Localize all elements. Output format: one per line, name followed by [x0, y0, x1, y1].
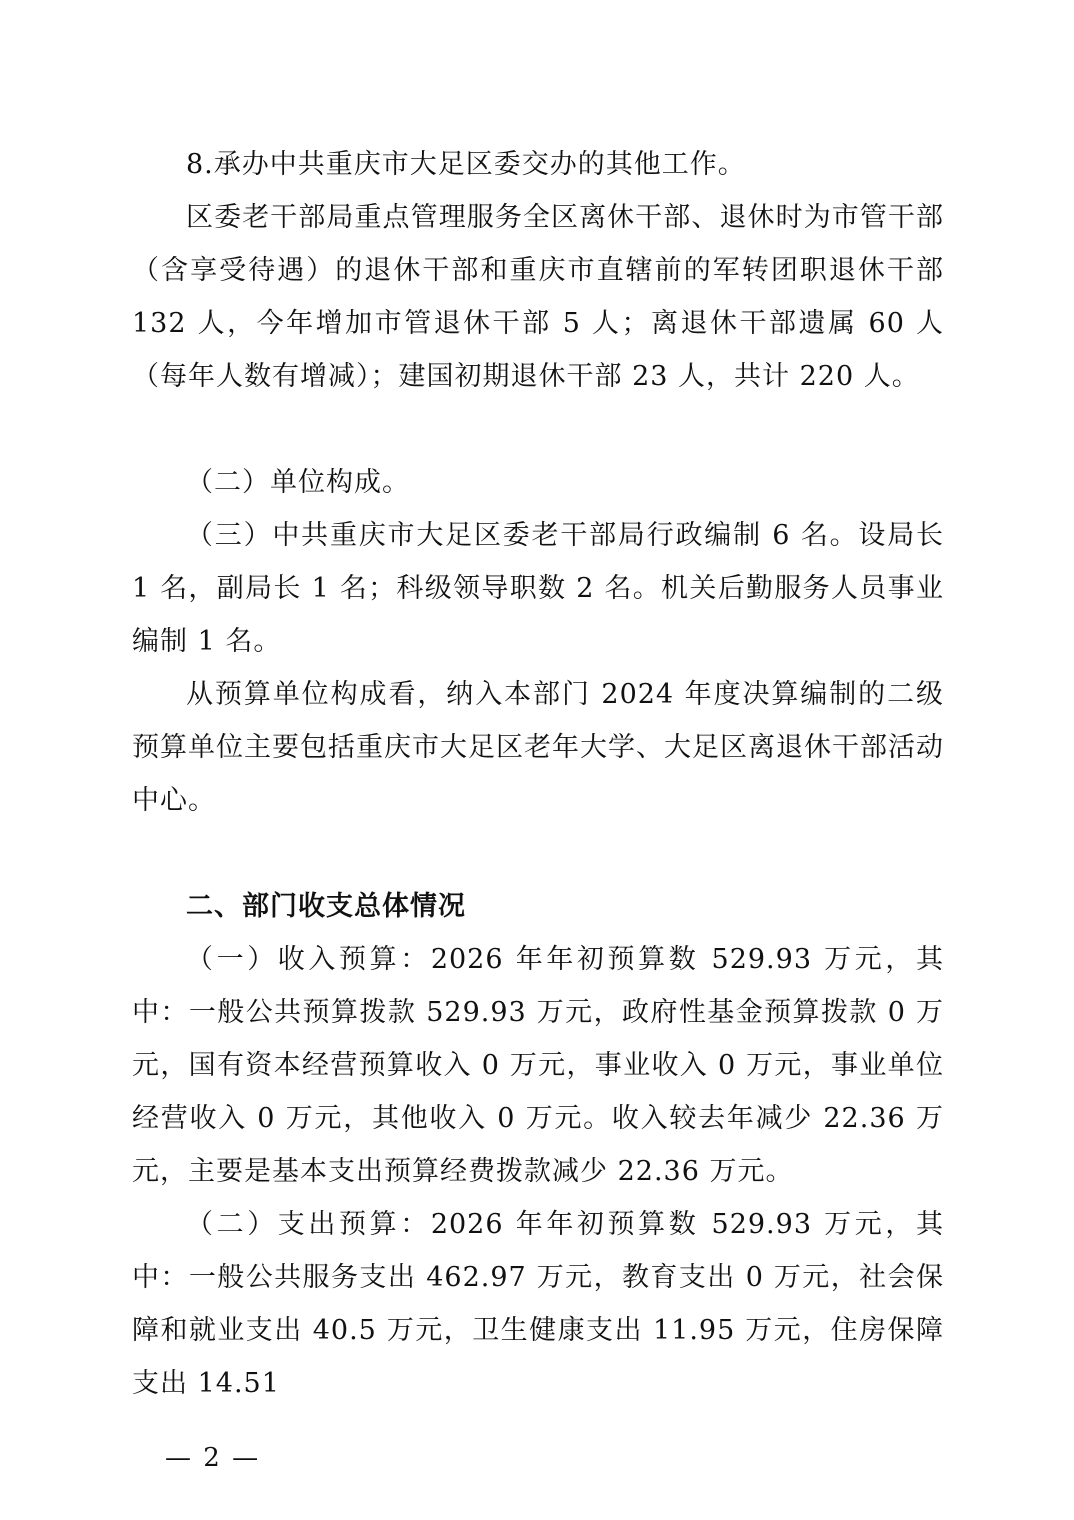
paragraph-budget-units: 从预算单位构成看，纳入本部门 2024 年度决算编制的二级预算单位主要包括重庆市大足区老年大学、大足区离退休干部活动中心。 [132, 679, 944, 816]
paragraph-revenue-budget: （一）收入预算：2026 年年初预算数 529.93 万元，其中：一般公共预算拨款 529.93 万元，政府性基金预算拨款 0 万元，国有资本经营预算收入 0 万元，事业收入 0 万元，事业单位经营收入 0 万元，其他收入 0 万元。收入较去年减少 22.36 万元，主要是基本支出预算经费拨款减少 22.36 万元。 [132, 944, 944, 1187]
paragraph-duty-8: 8.承办中共重庆市大足区委交办的其他工作。 [186, 149, 746, 180]
paragraph-staffing: （三）中共重庆市大足区委老干部局行政编制 6 名。设局长 1 名，副局长 1 名；科级领导职数 2 名。机关后勤服务人员事业编制 1 名。 [132, 520, 944, 657]
paragraph-expenditure-budget: （二）支出预算：2026 年年初预算数 529.93 万元，其中：一般公共服务支出 462.97 万元，教育支出 0 万元，社会保障和就业支出 40.5 万元，卫生健康支出 11.95 万元，住房保障支出 14.51 [132, 1209, 944, 1399]
spacer [132, 827, 944, 880]
section-heading-revenue-expenditure: 二、部门收支总体情况 [186, 891, 466, 922]
document-body [132, 138, 944, 1410]
spacer [132, 403, 944, 456]
paragraph-managed-cadres: 区委老干部局重点管理服务全区离休干部、退休时为市管干部（含享受待遇）的退休干部和重庆市直辖前的军转团职退休干部 132 人，今年增加市管退休干部 5 人；离退休干部遗属 60 人（每年人数有增减）；建国初期退休干部 23 人，共计 220 人。 [132, 202, 944, 392]
paragraph-unit-composition: （二）单位构成。 [186, 467, 410, 498]
page-number: — 2 — [165, 1443, 261, 1473]
